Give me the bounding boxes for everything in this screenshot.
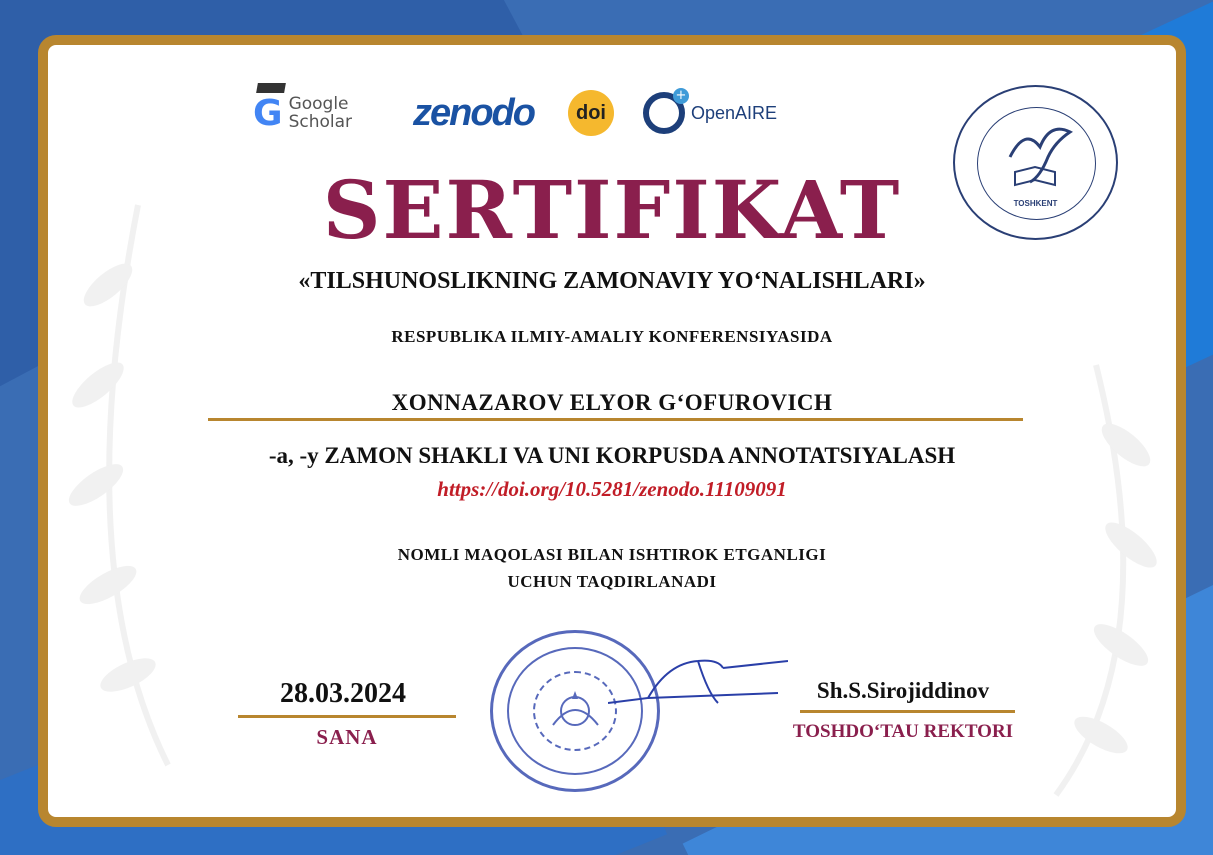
emblem-icon [548,685,603,737]
date-label: SANA [316,725,378,749]
university-seal-city: TOSHKENT [1013,199,1058,208]
signatory-underline [800,710,1015,713]
doi-link[interactable]: https://doi.org/10.5281/zenodo.11109091 [437,477,787,501]
zenodo-logo: zenodo [413,91,534,134]
paper-title: -a, -y ZAMON SHAKLI VA UNI KORPUSDA ANNOTATSIYALASH [268,443,956,468]
signatory-name: Sh.S.Sirojiddinov [816,678,990,703]
openaire-logo [643,83,777,143]
date-underline [238,715,456,718]
openaire-label: OpenAIRE [691,102,778,123]
certificate-title: SERTIFIKAT [322,163,902,257]
recipient-name: XONNAZAROV ELYOR G‘OFUROVICH [391,390,833,415]
google-scholar-line1: Google [288,94,349,114]
award-text-line2: UCHUN TAQDIRLANADI [507,572,717,591]
signatory-title: TOSHDO‘TAU REKTORI [792,721,1014,742]
google-scholar-line2: Scholar [288,112,353,132]
date-value: 28.03.2024 [280,678,406,709]
award-text-line1: NOMLI MAQOLASI BILAN ISHTIROK ETGANLIGI [397,545,827,564]
conference-subtitle: RESPUBLIKA ILMIY-AMALIY KONFERENSIYASIDA [391,327,833,346]
doi-logo [568,83,614,143]
signature [608,643,788,723]
recipient-underline [208,418,1023,421]
doi-badge: doi [568,90,614,136]
partner-logos [253,83,813,143]
left-wreath-watermark [48,165,208,785]
openaire-ring-icon: + [643,92,685,134]
google-g-icon: G [253,93,283,134]
conference-title: «TILSHUNOSLIKNING ZAMONAVIY YO‘NALISHLARI» [298,268,926,294]
certificate-frame [38,35,1186,827]
google-scholar-logo [253,83,352,143]
